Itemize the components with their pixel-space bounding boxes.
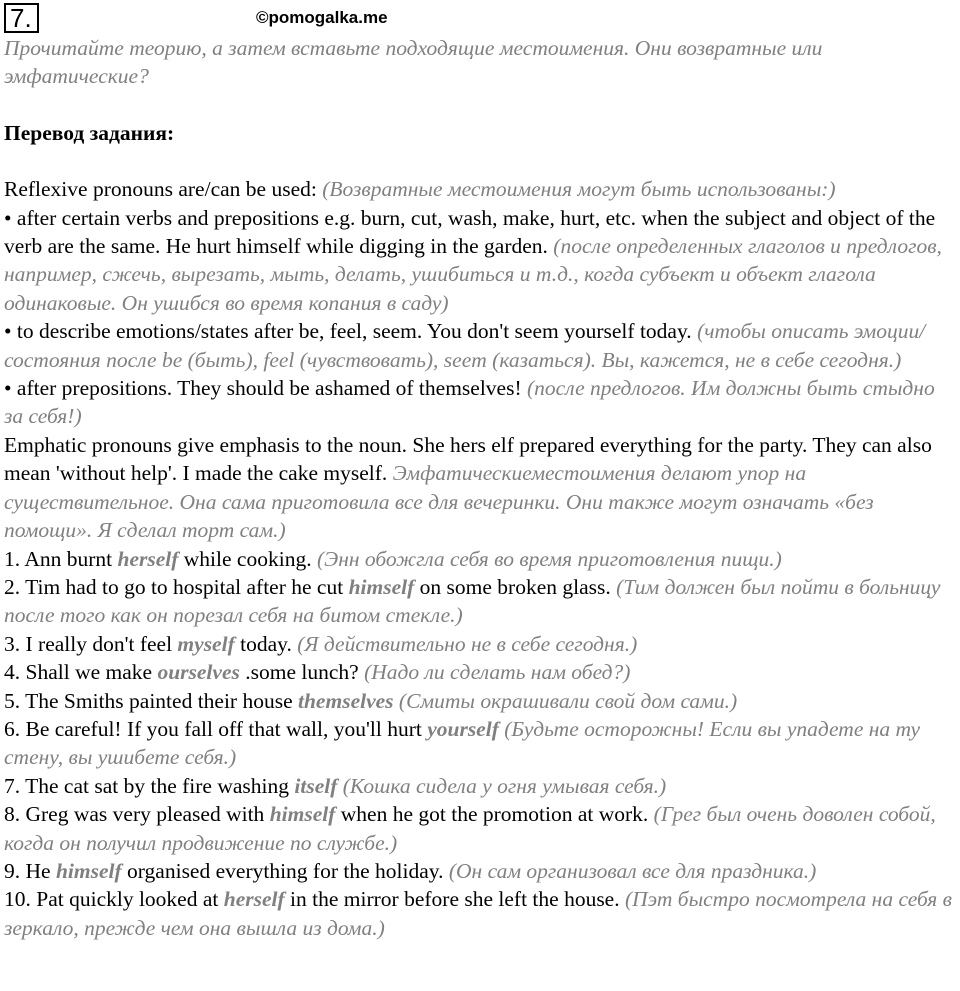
exercise-answer: yourself <box>427 716 499 741</box>
exercise-item <box>4 800 956 857</box>
exercise-answer: myself <box>177 631 235 656</box>
instruction: Прочитайте теорию, а затем вставьте подходящие местоимения. Они возвратные или эмфатические? <box>4 36 823 89</box>
exercise-item <box>4 885 956 942</box>
exercise-answer: himself <box>269 802 336 827</box>
theory-en: • after certain verbs and prepositions e.g. burn, cut, wash, make, hurt, etc. when the subject and object of the verb are the same. He hurt himself while digging in the garden. <box>4 205 936 259</box>
exercise-text: .some lunch? <box>239 660 365 685</box>
exercise-number: 7. <box>4 3 39 33</box>
exercise-answer: itself <box>294 773 338 798</box>
exercise-translation: (Кошка сидела у огня умывая себя.) <box>342 773 667 798</box>
exercise-text: 1. Ann burnt <box>4 546 118 571</box>
exercise-translation: (Он сам организовал все для праздника.) <box>448 858 817 883</box>
exercise-text: while cooking. <box>178 546 317 571</box>
exercise-translation: (Смиты окрашивали свой дом сами.) <box>398 688 738 713</box>
theory-line <box>4 431 956 545</box>
theory-ru: (чтобы описать эмоции/состояния после be (быть), feel (чувствовать), seem (казаться). Вы, кажется, не в себе сегодня.) <box>4 319 926 372</box>
exercise-text: 5. The Smiths painted their house <box>4 688 298 713</box>
exercise-text: 9. He <box>4 858 56 883</box>
exercise-text: on some broken glass. <box>414 574 617 599</box>
exercise-item <box>4 772 956 800</box>
exercise-answer: themselves <box>298 688 394 713</box>
translation-title: Перевод задания: <box>4 120 175 145</box>
theory-line <box>4 317 956 374</box>
exercise-translation: (Тим должен был пойти в больницу после того как он порезал себя на битом стекле.) <box>4 574 941 628</box>
exercise-text: organised everything for the holiday. <box>121 858 449 883</box>
document-body <box>4 34 956 942</box>
theory-ru: (после предлогов. Им должны быть стыдно за себя!) <box>4 376 935 429</box>
exercise-text: in the mirror before she left the house. <box>284 887 625 912</box>
exercise-item <box>4 687 956 715</box>
exercise-item <box>4 715 956 772</box>
exercise-translation: (Грег был очень доволен собой, когда он получил продвижение по службе.) <box>4 802 936 855</box>
exercise-item <box>4 658 956 686</box>
exercise-text: 6. Be careful! If you fall off that wall, you'll hurt <box>4 716 428 741</box>
theory-en: • after prepositions. They should be ashamed of themselves! <box>4 376 522 401</box>
exercise-answer: himself <box>348 574 415 599</box>
exercise-text: when he got the promotion at work. <box>335 802 654 827</box>
exercise-translation: (Будьте осторожны! Если вы упадете на ту стену, вы ушибете себя.) <box>4 716 921 770</box>
exercise-translation: (Пэт быстро посмотрела на себя в зеркало, прежде чем она вышла из дома.) <box>4 887 952 940</box>
exercise-item <box>4 573 956 630</box>
theory-ru: (Возвратные местоимения могут быть использованы:) <box>322 177 836 202</box>
watermark: ©pomogalka.me <box>256 8 388 27</box>
theory-en: Emphatic pronouns give emphasis to the noun. She hers elf prepared everything for the party. They can also mean 'without help'. I made the cake myself. <box>4 432 932 486</box>
exercise-text: 4. Shall we make <box>4 660 158 685</box>
exercise-text: 7. The cat sat by the fire washing <box>4 773 295 798</box>
exercise-translation: (Я действительно не в себе сегодня.) <box>297 631 638 656</box>
theory-line <box>4 374 956 431</box>
exercise-answer: herself <box>117 546 179 571</box>
exercise-translation: (Надо ли сделать нам обед?) <box>364 660 631 685</box>
theory-en: • to describe emotions/states after be, feel, seem. You don't seem yourself today. <box>4 319 692 344</box>
exercise-text: 10. Pat quickly looked at <box>4 887 224 912</box>
exercise-translation: (Энн обожгла себя во время приготовления пищи.) <box>316 546 782 571</box>
exercise-text: 8. Greg was very pleased with <box>4 802 270 827</box>
exercise-answer: himself <box>55 858 122 883</box>
exercise-answer: ourselves <box>157 660 240 685</box>
theory-line <box>4 204 956 318</box>
exercise-text: today. <box>234 631 298 656</box>
exercise-item <box>4 545 956 573</box>
theory-ru: Эмфатическиеместоимения делают упор на существительное. Она сама приготовила все для вечеринки. Они также могут означать «без помощи». Я сделал торт сам.) <box>4 461 874 543</box>
exercise-text: 2. Tim had to go to hospital after he cut <box>4 574 349 599</box>
theory-ru: (после определенных глаголов и предлогов, например, сжечь, вырезать, мыть, делать, ушибиться и т.д., когда субъект и объект глагола одинаковые. Он ушибся во время копания в саду) <box>4 234 942 315</box>
exercise-item <box>4 857 956 885</box>
exercise-answer: herself <box>223 887 285 912</box>
exercise-text: 3. I really don't feel <box>4 631 178 656</box>
theory-line <box>4 175 956 203</box>
exercise-item <box>4 630 956 658</box>
theory-en: Reflexive pronouns are/can be used: <box>4 177 317 202</box>
